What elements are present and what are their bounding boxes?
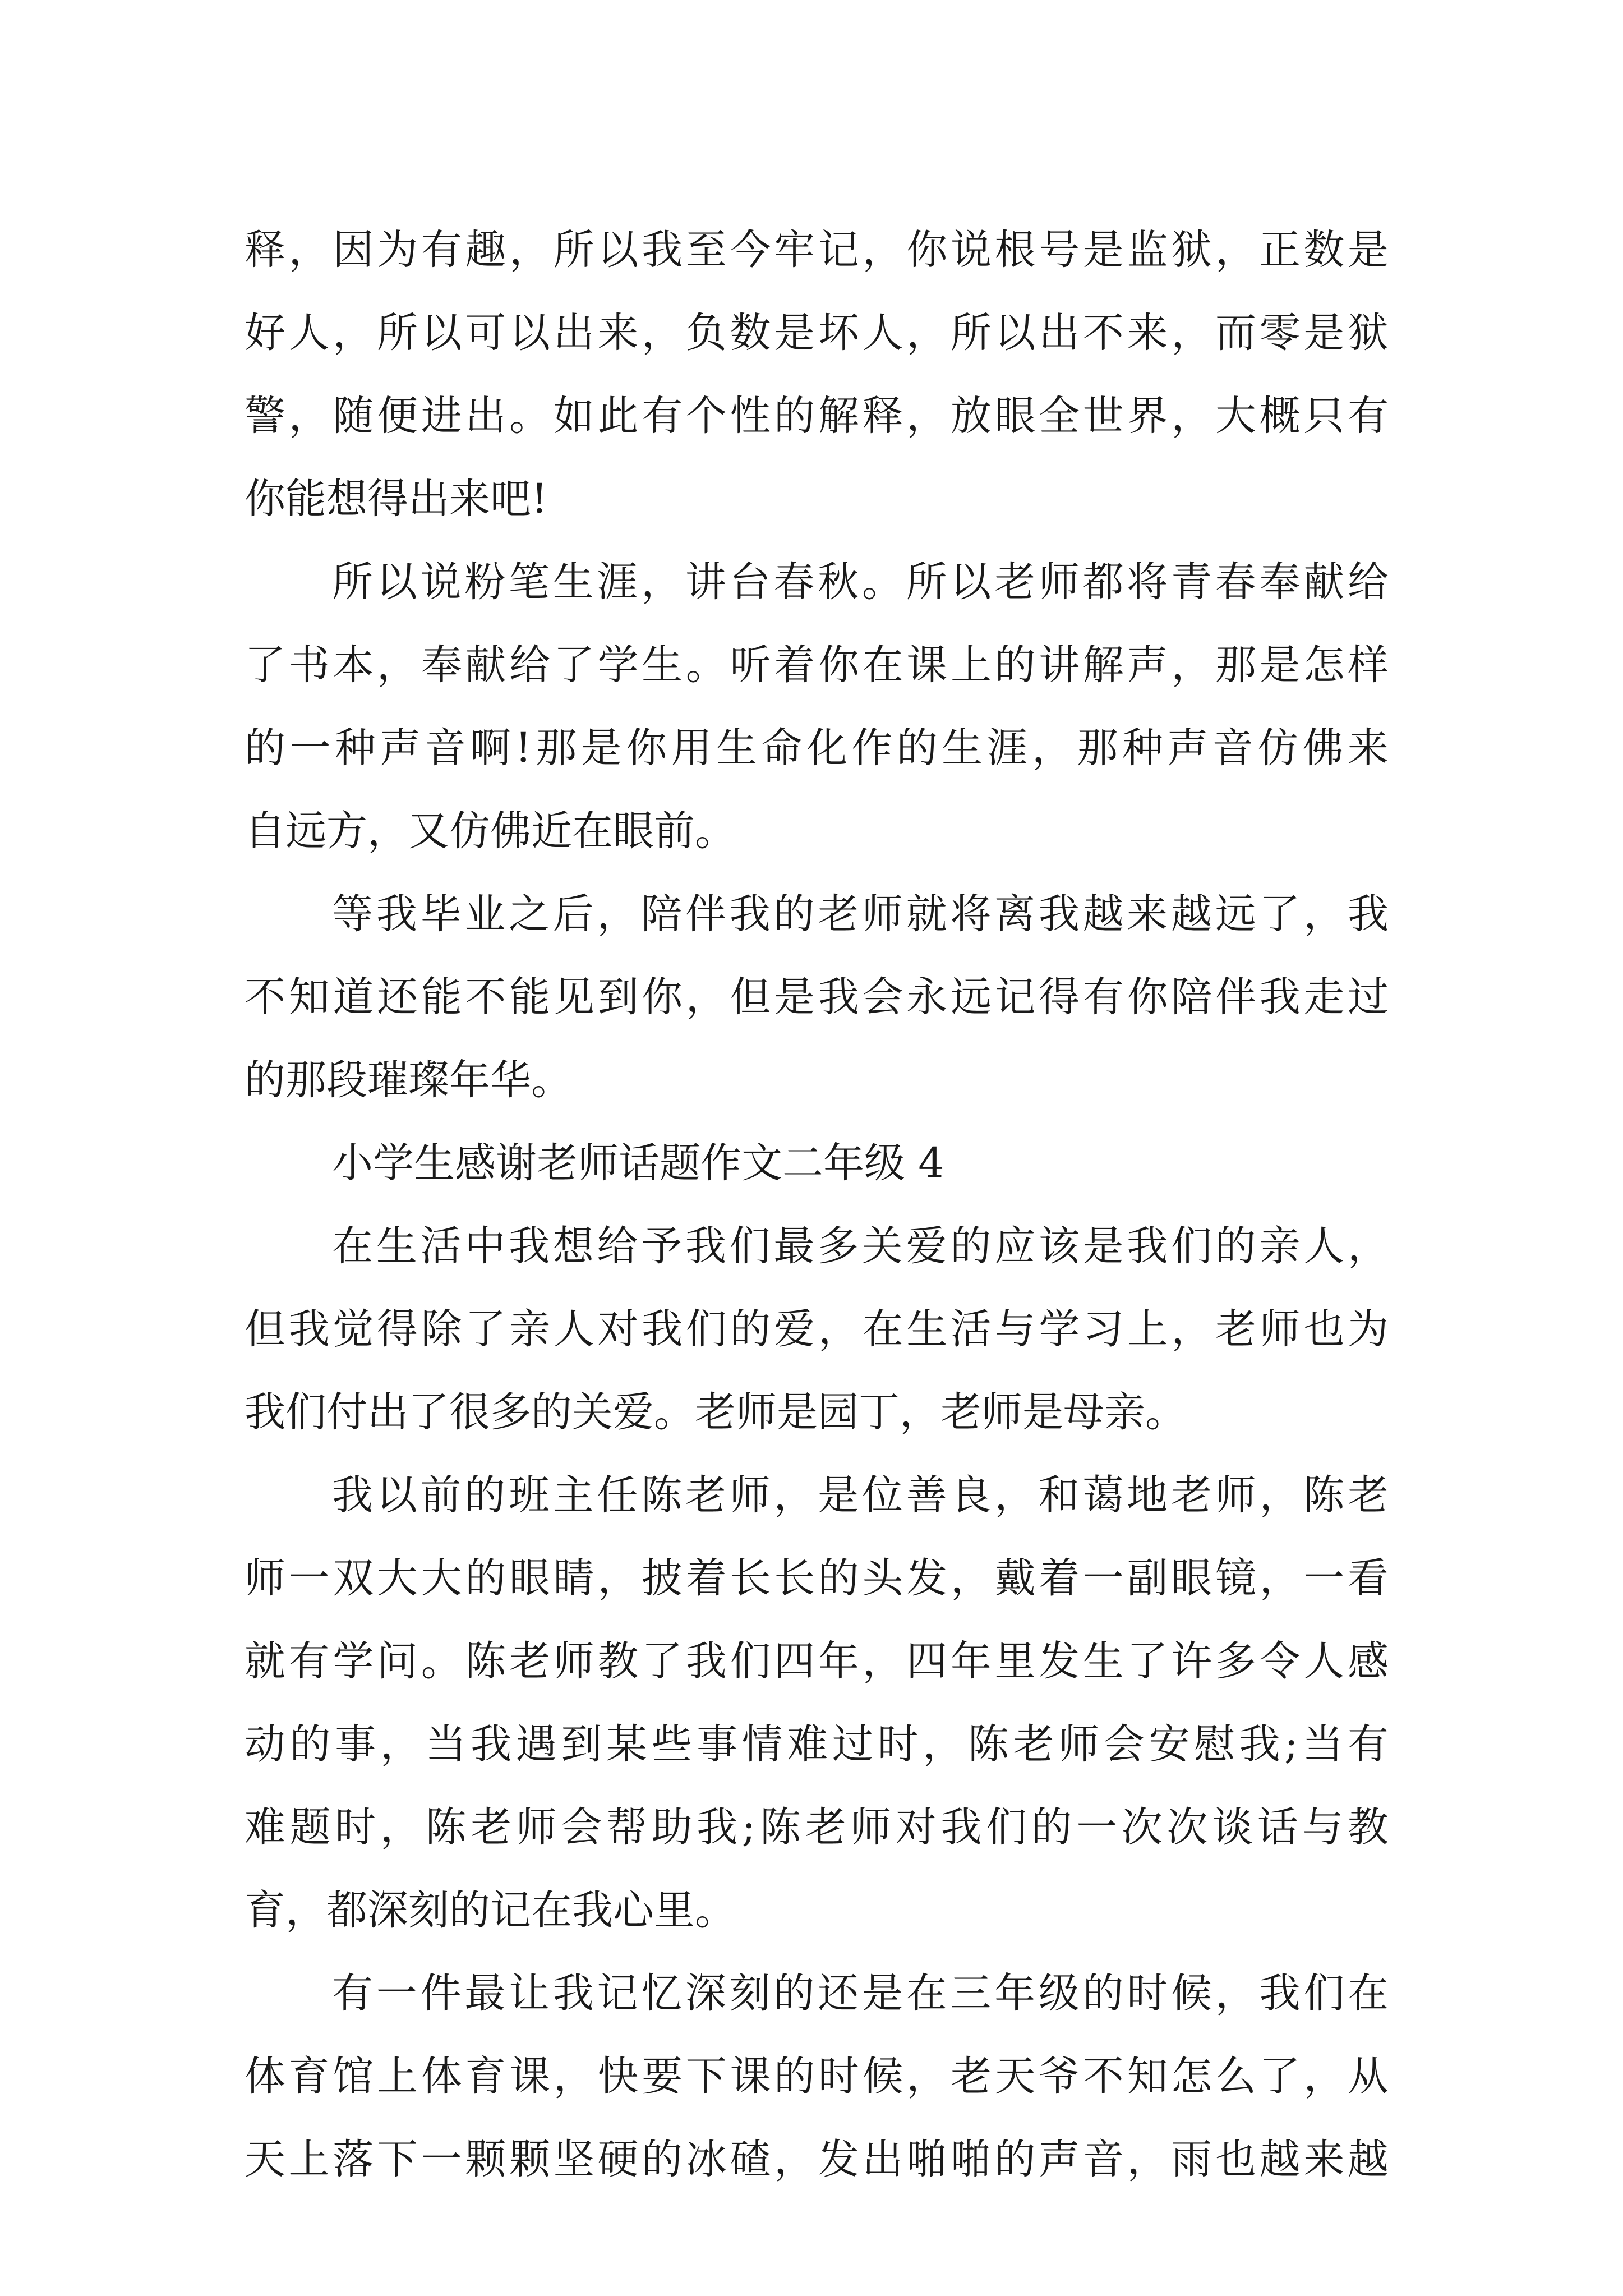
text-line: 释，因为有趣，所以我至今牢记，你说根号是监狱，正数是 <box>245 226 1389 274</box>
text-line: 好人，所以可以出来，负数是坏人，所以出不来，而零是狱 <box>245 309 1389 357</box>
paragraph-first-line: 我以前的班主任陈老师，是位善良，和蔼地老师，陈老 <box>332 1471 1389 1519</box>
section-heading: 小学生感谢老师话题作文二年级 4 <box>332 1139 944 1187</box>
text-line: 自远方，又仿佛近在眼前。 <box>245 807 736 855</box>
text-line: 就有学问。陈老师教了我们四年，四年里发生了许多令人感 <box>245 1637 1389 1685</box>
paragraph-first-line: 在生活中我想给予我们最多关爱的应该是我们的亲人， <box>332 1222 1389 1270</box>
document-body <box>245 209 1389 2201</box>
text-line: 不知道还能不能见到你，但是我会永远记得有你陪伴我走过 <box>245 973 1389 1021</box>
text-line: 育，都深刻的记在我心里。 <box>245 1887 736 1934</box>
text-line: 体育馆上体育课，快要下课的时候，老天爷不知怎么了，从 <box>245 2053 1389 2100</box>
text-line: 你能想得出来吧! <box>245 475 548 523</box>
text-line: 动的事，当我遇到某些事情难过时，陈老师会安慰我;当有 <box>245 1720 1389 1768</box>
text-line: 师一双大大的眼睛，披着长长的头发，戴着一副眼镜，一看 <box>245 1554 1389 1602</box>
text-line: 但我觉得除了亲人对我们的爱，在生活与学习上，老师也为 <box>245 1305 1389 1353</box>
paragraph-first-line: 等我毕业之后，陪伴我的老师就将离我越来越远了，我 <box>332 890 1389 938</box>
paragraph-first-line: 所以说粉笔生涯，讲台春秋。所以老师都将青春奉献给 <box>332 558 1389 606</box>
paragraph-first-line: 有一件最让我记忆深刻的还是在三年级的时候，我们在 <box>332 1970 1389 2017</box>
text-line: 天上落下一颗颗坚硬的冰碴，发出啪啪的声音，雨也越来越 <box>245 2136 1389 2183</box>
text-line: 了书本，奉献给了学生。听着你在课上的讲解声，那是怎样 <box>245 641 1389 689</box>
text-line: 的那段璀璨年华。 <box>245 1056 572 1104</box>
text-line: 我们付出了很多的关爱。老师是园丁，老师是母亲。 <box>245 1388 1186 1436</box>
text-line: 难题时，陈老师会帮助我;陈老师对我们的一次次谈话与教 <box>245 1803 1389 1851</box>
text-line: 警，随便进出。如此有个性的解释，放眼全世界，大概只有 <box>245 392 1389 440</box>
text-line: 的一种声音啊!那是你用生命化作的生涯，那种声音仿佛来 <box>245 724 1389 772</box>
